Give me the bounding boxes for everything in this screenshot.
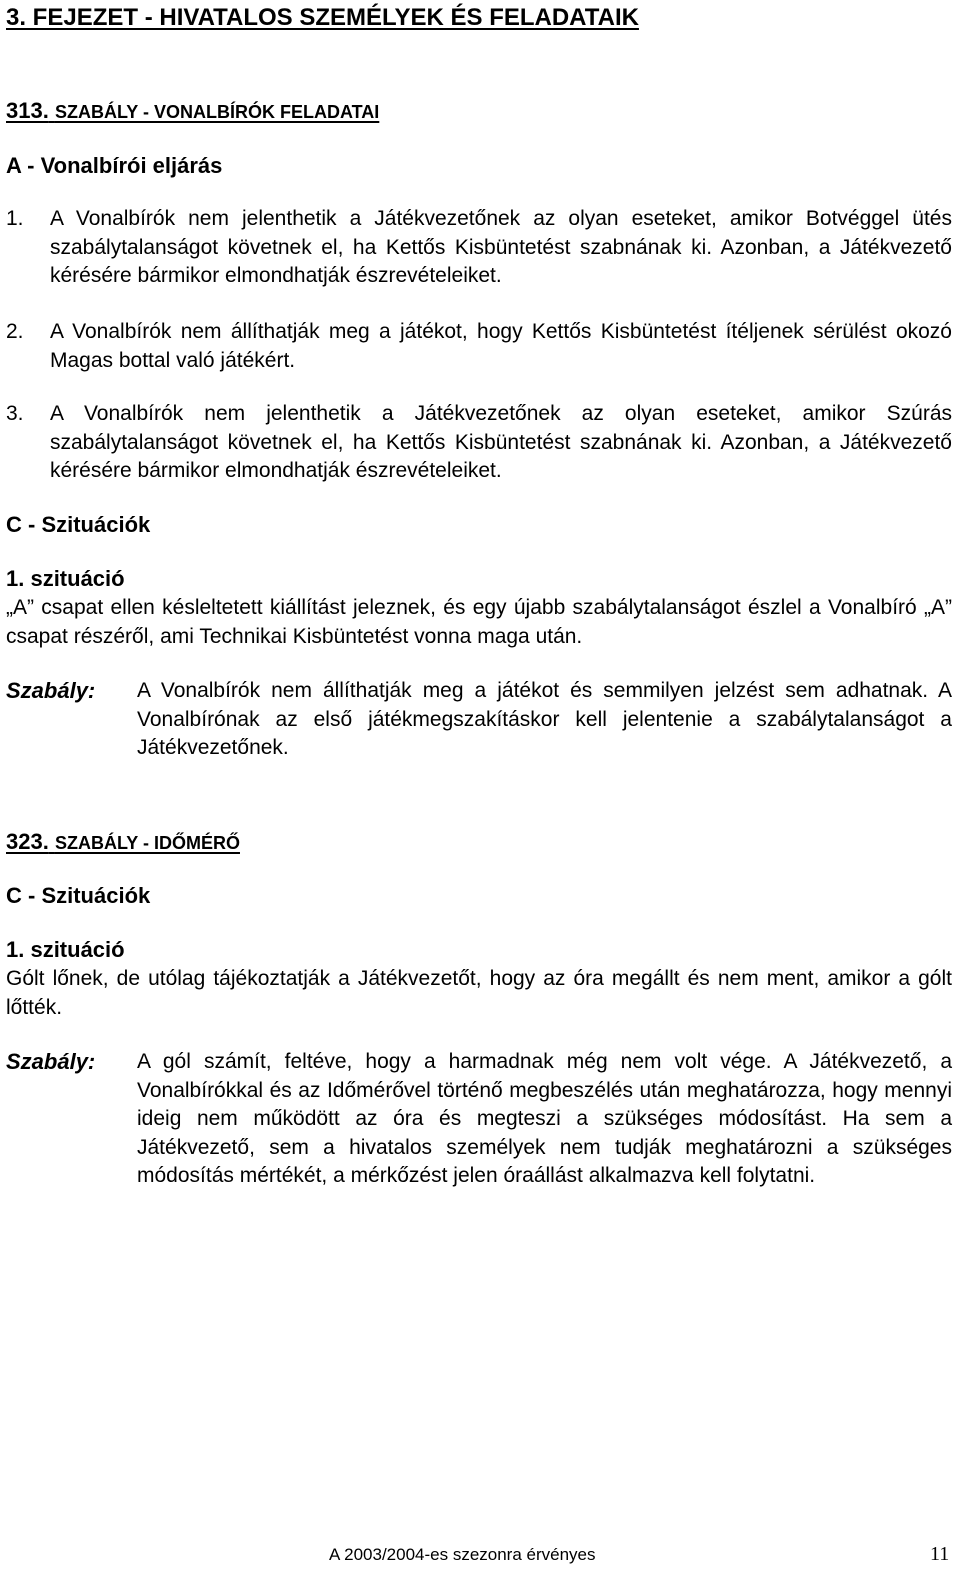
item-2-text: A Vonalbírók nem állíthatják meg a játékot, hogy Kettős Kisbüntetést ítéljenek sérülést okozó Magas bottal való játékért. <box>50 320 952 372</box>
section-c-title-323: C - Szituációk <box>6 883 151 908</box>
rule-323-number: 323. <box>6 829 49 854</box>
rule-313-title: SZABÁLY - VONALBÍRÓK FELADATAI <box>54 102 380 122</box>
item-2-number: 2. <box>6 320 24 343</box>
rule-label-323: Szabály: <box>6 1049 96 1074</box>
rule-323-heading <box>6 829 240 855</box>
situation-title-313: 1. szituáció <box>6 566 125 591</box>
rule-text-313: A Vonalbírók nem állíthatják meg a játékot és semmilyen jelzést sem adhatnak. A Vonalbírónak az első játékmegszakításkor kell jelentenie a szabálytalanságot a Játékvezetőnek. <box>137 679 952 759</box>
rule-313-number: 313. <box>6 98 49 123</box>
page-number: 11 <box>930 1543 950 1565</box>
rule-text-323: A gól számít, feltéve, hogy a harmadnak még nem volt vége. A Játékvezető, a Vonalbírókkal és az Időmérővel történő megbeszélés után meghatározza, hogy mennyi ideig nem működött az óra és megteszi a szükséges módosítást. Ha sem a Játékvezető, sem a hivatalos személyek nem tudják meghatározni a szükséges módosítás mértékét, a mérkőzést jelen óraállást alkalmazva kell folytatni. <box>137 1050 952 1187</box>
item-3-number: 3. <box>6 402 24 425</box>
situation-text-313: „A” csapat ellen késleltetett kiállítást jeleznek, és egy újabb szabálytalanságot észlel a Vonalbíró „A” csapat részéről, ami Technikai Kisbüntetést vonna maga után. <box>6 596 952 648</box>
situation-text-323: Gólt lőnek, de utólag tájékoztatják a Játékvezetőt, hogy az óra megállt és nem ment, amikor a gólt lőtték. <box>6 967 952 1019</box>
chapter-title: 3. FEJEZET - HIVATALOS SZEMÉLYEK ÉS FELADATAIK <box>6 4 639 31</box>
rule-313-heading <box>6 98 379 124</box>
situation-title-323: 1. szituáció <box>6 937 125 962</box>
footer-text: A 2003/2004-es szezonra érvényes <box>329 1545 596 1564</box>
rule-label-313: Szabály: <box>6 678 96 703</box>
section-a-title: A - Vonalbírói eljárás <box>6 153 223 178</box>
rule-323-title: SZABÁLY - IDŐMÉRŐ <box>54 833 240 853</box>
item-1-number: 1. <box>6 207 24 230</box>
item-3-text: A Vonalbírók nem jelenthetik a Játékvezetőnek az olyan eseteket, amikor Szúrás szabálytalanságot követnek el, ha Kettős Kisbüntetést szabnának ki. Azonban, a Játékvezető kérésére bármikor elmondhatják észrevételeiket. <box>50 402 952 482</box>
item-1-text: A Vonalbírók nem jelenthetik a Játékvezetőnek az olyan eseteket, amikor Botvéggel ütés szabálytalanságot követnek el, ha Kettős Kisbüntetést szabnának ki. Azonban, a Játékvezető kérésére bármikor elmondhatják észrevételeiket. <box>50 207 952 287</box>
section-c-title-313: C - Szituációk <box>6 512 151 537</box>
